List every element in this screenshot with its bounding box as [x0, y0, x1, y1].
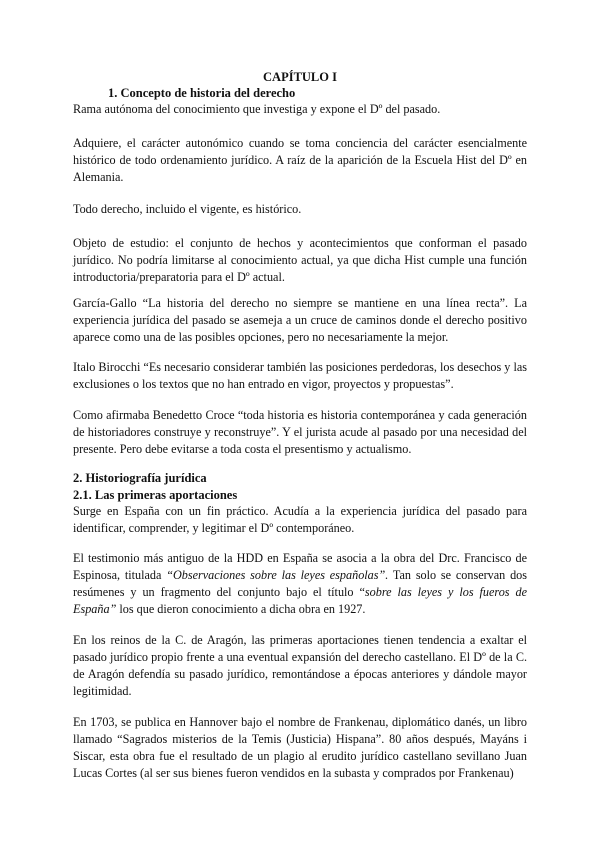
- paragraph-croce: Como afirmaba Benedetto Croce “toda historia es historia contemporánea y cada generación de historiadores construye y reconstruye”. Y el jurista acude al pasado por una necesidad del presente. Pero debe evitarse a toda costa el presentismo y actualismo.: [73, 408, 527, 456]
- paragraph-espinosa: [73, 550, 527, 618]
- paragraph-object-of-study: Objeto de estudio: el conjunto de hechos y acontecimientos que conforman el pasado jurídico. No podría limitarse al conocimiento actual, ya que dicha Hist cumple una función introductoria/preparatoria para el Dº actual.: [73, 236, 527, 284]
- espinosa-title-italic: “Observaciones sobre las leyes españolas”.: [166, 568, 389, 582]
- paragraph-autonomy: Adquiere, el carácter autonómico cuando se toma conciencia del carácter esencialmente histórico de todo ordenamiento jurídico. A raíz de la aparición de la Escuela Hist del Dº en Alemania.: [73, 136, 527, 184]
- espinosa-text-2: Tan solo se conservan dos resúmenes y un fragmento del conjunto bajo el título “: [73, 568, 527, 599]
- section-2-1-heading: 2.1. Las primeras aportaciones: [73, 488, 238, 502]
- paragraph-origins-spain: Surge en España con un fin práctico. Acudía a la experiencia jurídica del pasado para identificar, comprender, y legitimar el Dº contemporáneo.: [73, 504, 527, 535]
- paragraph-birocchi: Italo Birocchi “Es necesario considerar también las posiciones perdedoras, los desechos y las exclusiones o los textos que no han entrado en vigor, proyectos y propuestas”.: [73, 360, 527, 391]
- paragraph-frankenau: En 1703, se publica en Hannover bajo el nombre de Frankenau, diplomático danés, un libro llamado “Sagrados misterios de la Temis (Justicia) Hispana”. 80 años después, Mayáns i Siscar, esta obra fue el resultado de un plagio al erudito jurídico castellano sevillano Juan Lucas Cortes (al ser sus bienes fueron vendidos en la subasta y comprados por Frankenau): [73, 715, 527, 780]
- chapter-title: CAPÍTULO I: [263, 70, 337, 84]
- paragraph-aragon: En los reinos de la C. de Aragón, las primeras aportaciones tienen tendencia a exaltar el pasado jurídico propio frente a una eventual expansión del derecho castellano. El Dº de la C. de Aragón defendía su pasado jurídico, remontándose a épocas anteriores y dándole mayor legitimidad.: [73, 633, 527, 698]
- espinosa-text-3: los que dieron conocimiento a dicha obra en 1927.: [116, 602, 366, 616]
- paragraph-garcia-gallo: García-Gallo “La historia del derecho no siempre se mantiene en una línea recta”. La experiencia jurídica del pasado se asemeja a un cruce de caminos donde el derecho positivo aparece como una de las posibles opciones, pero no necesariamente la mejor.: [73, 296, 527, 344]
- paragraph-definition: Rama autónoma del conocimiento que investiga y expone el Dº del pasado.: [73, 102, 441, 116]
- section-1-heading: 1. Concepto de historia del derecho: [108, 86, 296, 100]
- espinosa-text-1: El testimonio más antiguo de la HDD en España se asocia a la obra del Drc. Francisco de Espinosa, titulada: [73, 551, 527, 582]
- section-2-heading: 2. Historiografía jurídica: [73, 471, 207, 485]
- espinosa-subtitle-italic: sobre las leyes y los fueros de España”: [73, 585, 527, 616]
- paragraph-all-law-historic: Todo derecho, incluido el vigente, es histórico.: [73, 202, 302, 216]
